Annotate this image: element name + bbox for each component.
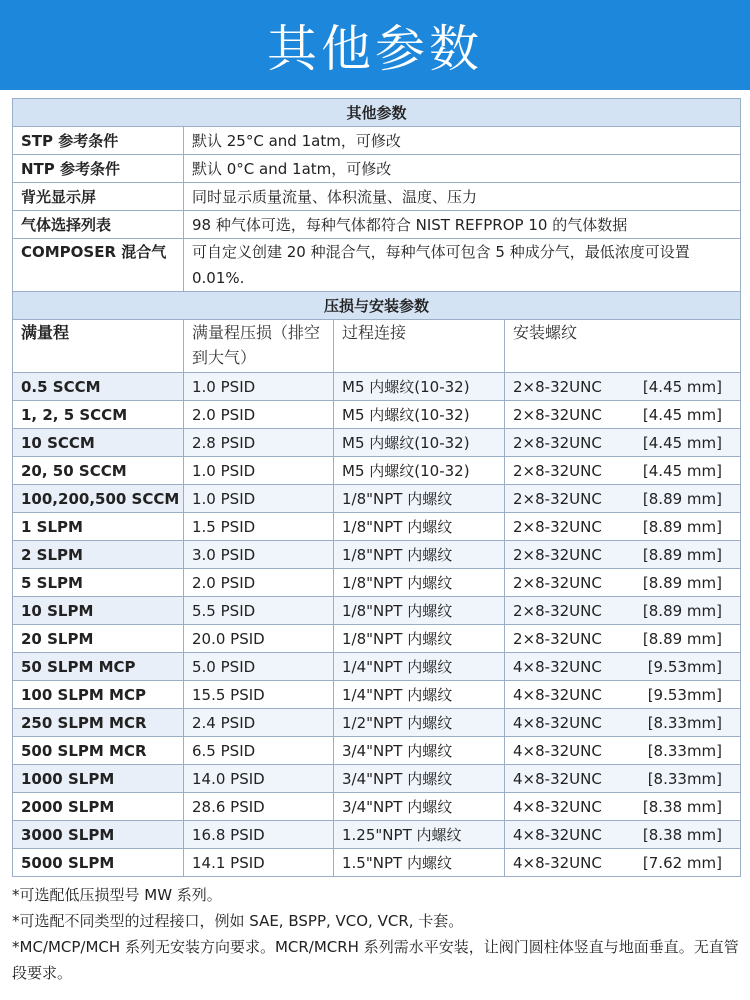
row-label: 背光显示屏 [13, 183, 184, 211]
range-cell: 20, 50 SCCM [13, 457, 184, 485]
thread-size: [4.45 mm] [642, 433, 723, 452]
row-label: COMPOSER 混合气 [13, 239, 184, 292]
table-row [13, 155, 741, 183]
pressure-drop-cell: 2.0 PSID [184, 569, 334, 597]
connection-cell: M5 内螺纹(10-32) [334, 429, 505, 457]
row-value: 默认 0°C and 1atm，可修改 [184, 155, 741, 183]
pressure-drop-cell: 14.1 PSID [184, 849, 334, 877]
column-header: 满量程压损（排空到大气） [184, 320, 334, 373]
thread-size: [8.89 mm] [642, 601, 723, 620]
mount-thread [513, 546, 732, 564]
mount-thread-cell [505, 485, 741, 513]
range-cell: 10 SLPM [13, 597, 184, 625]
table-row [13, 737, 741, 765]
thread-size: [4.45 mm] [642, 405, 723, 424]
range-cell: 10 SCCM [13, 429, 184, 457]
column-header: 安装螺纹 [505, 320, 741, 373]
mount-thread-cell [505, 429, 741, 457]
table-row [13, 653, 741, 681]
row-value: 98 种气体可选，每种气体都符合 NIST REFPROP 10 的气体数据 [184, 211, 741, 239]
table-row [13, 569, 741, 597]
mount-thread [513, 518, 732, 536]
mount-thread-cell [505, 401, 741, 429]
row-label: NTP 参考条件 [13, 155, 184, 183]
range-cell: 2000 SLPM [13, 793, 184, 821]
mount-thread-cell [505, 373, 741, 401]
mount-thread-cell [505, 737, 741, 765]
thread-spec: 2×8-32UNC [513, 573, 602, 592]
pressure-drop-cell: 3.0 PSID [184, 541, 334, 569]
range-cell: 500 SLPM MCR [13, 737, 184, 765]
thread-spec: 2×8-32UNC [513, 517, 602, 536]
thread-spec: 2×8-32UNC [513, 489, 602, 508]
mount-thread-cell [505, 625, 741, 653]
mount-thread-cell [505, 681, 741, 709]
mount-thread-cell [505, 793, 741, 821]
pressure-drop-cell: 1.5 PSID [184, 513, 334, 541]
connection-cell: 1/8"NPT 内螺纹 [334, 541, 505, 569]
range-cell: 1 SLPM [13, 513, 184, 541]
table-row [13, 765, 741, 793]
table-row [13, 709, 741, 737]
mount-thread-cell [505, 765, 741, 793]
range-cell: 3000 SLPM [13, 821, 184, 849]
range-cell: 1, 2, 5 SCCM [13, 401, 184, 429]
connection-cell: M5 内螺纹(10-32) [334, 373, 505, 401]
connection-cell: 1/2"NPT 内螺纹 [334, 709, 505, 737]
pressure-drop-cell: 5.5 PSID [184, 597, 334, 625]
mount-thread [513, 742, 732, 760]
spec-table [12, 98, 741, 877]
mount-thread-cell [505, 597, 741, 625]
column-header: 满量程 [13, 320, 184, 373]
row-label: 气体选择列表 [13, 211, 184, 239]
thread-size: [4.45 mm] [642, 461, 723, 480]
mount-thread [513, 434, 732, 452]
note-item: *可选配低压损型号 MW 系列。 [12, 886, 222, 904]
section-title: 压损与安装参数 [13, 292, 741, 320]
thread-size: [8.33mm] [647, 769, 723, 788]
pressure-drop-cell: 6.5 PSID [184, 737, 334, 765]
connection-cell: 1/8"NPT 内螺纹 [334, 513, 505, 541]
mount-thread-cell [505, 821, 741, 849]
mount-thread [513, 378, 732, 396]
mount-thread [513, 798, 732, 816]
mount-thread-cell [505, 457, 741, 485]
mount-thread-cell [505, 849, 741, 877]
thread-size: [8.33mm] [647, 741, 723, 760]
mount-thread [513, 574, 732, 592]
pressure-drop-cell: 2.8 PSID [184, 429, 334, 457]
table-row [13, 429, 741, 457]
thread-spec: 4×8-32UNC [513, 853, 602, 872]
mount-thread [513, 602, 732, 620]
table-row [13, 597, 741, 625]
range-cell: 100,200,500 SCCM [13, 485, 184, 513]
connection-cell: 1/8"NPT 内螺纹 [334, 569, 505, 597]
table-row [13, 457, 741, 485]
range-cell: 2 SLPM [13, 541, 184, 569]
thread-spec: 4×8-32UNC [513, 657, 602, 676]
thread-size: [8.38 mm] [642, 825, 723, 844]
column-header-row [13, 320, 741, 373]
mount-thread [513, 406, 732, 424]
mount-thread [513, 770, 732, 788]
thread-size: [8.89 mm] [642, 489, 723, 508]
thread-spec: 4×8-32UNC [513, 825, 602, 844]
thread-size: [8.38 mm] [642, 797, 723, 816]
section-header-other [13, 99, 741, 127]
thread-size: [8.89 mm] [642, 573, 723, 592]
thread-spec: 2×8-32UNC [513, 629, 602, 648]
column-header: 过程连接 [334, 320, 505, 373]
thread-size: [8.89 mm] [642, 517, 723, 536]
table-row [13, 793, 741, 821]
thread-size: [4.45 mm] [642, 377, 723, 396]
thread-size: [8.33mm] [647, 713, 723, 732]
pressure-drop-cell: 20.0 PSID [184, 625, 334, 653]
range-cell: 50 SLPM MCP [13, 653, 184, 681]
connection-cell: 1.25"NPT 内螺纹 [334, 821, 505, 849]
range-cell: 1000 SLPM [13, 765, 184, 793]
pressure-drop-cell: 14.0 PSID [184, 765, 334, 793]
range-cell: 20 SLPM [13, 625, 184, 653]
pressure-drop-cell: 2.4 PSID [184, 709, 334, 737]
table-row [13, 373, 741, 401]
table-row [13, 211, 741, 239]
thread-spec: 4×8-32UNC [513, 741, 602, 760]
range-cell: 0.5 SCCM [13, 373, 184, 401]
pressure-drop-cell: 16.8 PSID [184, 821, 334, 849]
table-row [13, 849, 741, 877]
mount-thread-cell [505, 653, 741, 681]
note-item: *可选配不同类型的过程接口，例如 SAE, BSPP, VCO, VCR, 卡套。 [12, 912, 464, 930]
row-value: 可自定义创建 20 种混合气，每种气体可包含 5 种成分气，最低浓度可设置 0.01%. [184, 239, 741, 292]
mount-thread-cell [505, 541, 741, 569]
connection-cell: 3/4"NPT 内螺纹 [334, 737, 505, 765]
connection-cell: 3/4"NPT 内螺纹 [334, 793, 505, 821]
pressure-drop-cell: 5.0 PSID [184, 653, 334, 681]
thread-size: [8.89 mm] [642, 545, 723, 564]
connection-cell: 1/8"NPT 内螺纹 [334, 485, 505, 513]
pressure-drop-cell: 15.5 PSID [184, 681, 334, 709]
section-header-install [13, 292, 741, 320]
banner-title: 其他参数 [267, 20, 483, 78]
mount-thread [513, 714, 732, 732]
page-banner [0, 0, 750, 90]
connection-cell: 3/4"NPT 内螺纹 [334, 765, 505, 793]
mount-thread-cell [505, 513, 741, 541]
mount-thread [513, 658, 732, 676]
pressure-drop-cell: 1.0 PSID [184, 485, 334, 513]
table-row [13, 513, 741, 541]
pressure-drop-cell: 1.0 PSID [184, 457, 334, 485]
table-row [13, 821, 741, 849]
section-title: 其他参数 [13, 99, 741, 127]
pressure-drop-cell: 28.6 PSID [184, 793, 334, 821]
note-item: *MC/MCP/MCH 系列无安装方向要求。MCR/MCRH 系列需水平安装，让阀门圆柱体竖直与地面垂直。无直管段要求。 [12, 938, 739, 982]
thread-spec: 2×8-32UNC [513, 405, 602, 424]
thread-size: [9.53mm] [647, 657, 723, 676]
mount-thread [513, 490, 732, 508]
thread-size: [9.53mm] [647, 685, 723, 704]
row-value: 默认 25°C and 1atm，可修改 [184, 127, 741, 155]
row-label: STP 参考条件 [13, 127, 184, 155]
row-value: 同时显示质量流量、体积流量、温度、压力 [184, 183, 741, 211]
table-row [13, 541, 741, 569]
connection-cell: 1/8"NPT 内螺纹 [334, 625, 505, 653]
thread-spec: 2×8-32UNC [513, 433, 602, 452]
thread-spec: 4×8-32UNC [513, 769, 602, 788]
table-row [13, 681, 741, 709]
mount-thread [513, 630, 732, 648]
thread-spec: 4×8-32UNC [513, 797, 602, 816]
connection-cell: M5 内螺纹(10-32) [334, 401, 505, 429]
thread-size: [7.62 mm] [642, 853, 723, 872]
thread-spec: 2×8-32UNC [513, 545, 602, 564]
pressure-drop-cell: 1.0 PSID [184, 373, 334, 401]
table-row [13, 183, 741, 211]
thread-spec: 2×8-32UNC [513, 377, 602, 396]
notes [12, 882, 740, 986]
connection-cell: 1/8"NPT 内螺纹 [334, 597, 505, 625]
thread-spec: 4×8-32UNC [513, 685, 602, 704]
table-row [13, 401, 741, 429]
mount-thread [513, 826, 732, 844]
table-row [13, 485, 741, 513]
thread-spec: 2×8-32UNC [513, 461, 602, 480]
table-row [13, 127, 741, 155]
pressure-drop-cell: 2.0 PSID [184, 401, 334, 429]
range-cell: 100 SLPM MCP [13, 681, 184, 709]
mount-thread-cell [505, 569, 741, 597]
connection-cell: 1/4"NPT 内螺纹 [334, 653, 505, 681]
thread-spec: 2×8-32UNC [513, 601, 602, 620]
mount-thread [513, 854, 732, 872]
mount-thread [513, 462, 732, 480]
connection-cell: M5 内螺纹(10-32) [334, 457, 505, 485]
thread-size: [8.89 mm] [642, 629, 723, 648]
range-cell: 5 SLPM [13, 569, 184, 597]
table-row [13, 239, 741, 292]
connection-cell: 1.5"NPT 内螺纹 [334, 849, 505, 877]
range-cell: 250 SLPM MCR [13, 709, 184, 737]
thread-spec: 4×8-32UNC [513, 713, 602, 732]
table-row [13, 625, 741, 653]
mount-thread [513, 686, 732, 704]
mount-thread-cell [505, 709, 741, 737]
connection-cell: 1/4"NPT 内螺纹 [334, 681, 505, 709]
range-cell: 5000 SLPM [13, 849, 184, 877]
